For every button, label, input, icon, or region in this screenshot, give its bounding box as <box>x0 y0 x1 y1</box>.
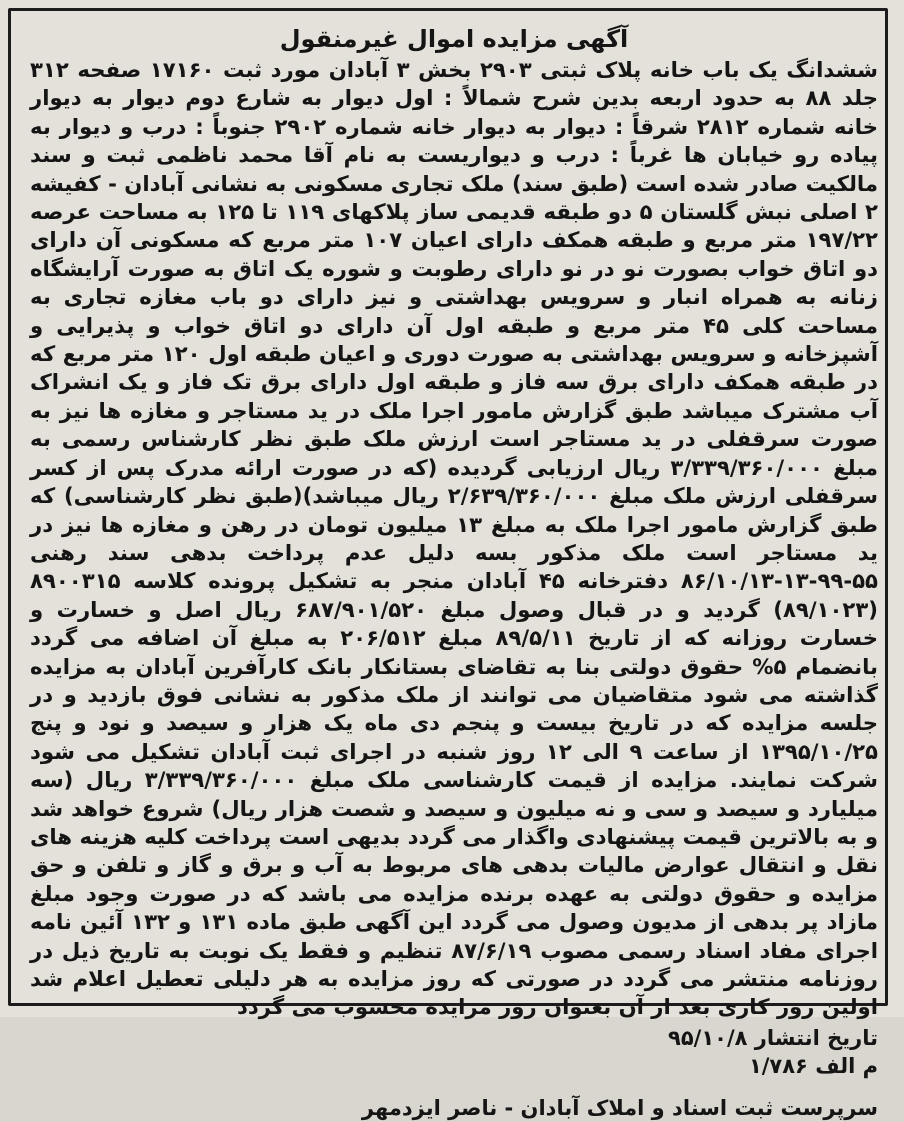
notice-signature: سرپرست ثبت اسناد و املاک آبادان - ناصر ایزدمهر <box>361 1095 878 1120</box>
notice-title: آگهی مزایده اموال غیرمنقول <box>279 25 629 53</box>
notice-meta <box>30 1024 878 1080</box>
auction-notice <box>30 24 878 1122</box>
reference-number: م الف ۱/۷۸۶ <box>748 1053 878 1078</box>
notice-body: ششدانگ یک باب خانه پلاک ثبتی ۲۹۰۳ بخش ۳ آبادان مورد ثبت ۱۷۱۶۰ صفحه ۳۱۲ جلد ۸۸ به حدود اربعه بدین شرح شمالاً : اول دیوار به شارع دوم دیوار به دیوار خانه شماره ۲۸۱۲ شرقاً : دیوار به دیوار خانه شماره ۲۹۰۲ جنوباً : درب و دیوار به پیاده رو خیابان ها غرباً : درب و دیواریست به نام آقا محمد ناظمی ثبت و سند مالکیت صادر شده است (طبق سند) ملک تجاری مسکونی به نشانی آبادان - کفیشه ۲ اصلی نبش گلستان ۵ دو طبقه قدیمی ساز پلاکهای ۱۱۹ تا ۱۲۵ به مساحت عرصه ۱۹۷/۲۲ متر مربع و طبقه همکف دارای اعیان ۱۰۷ متر مربع که مسکونی آن دارای دو اتاق خواب بصورت نو در نو دارای رطوبت و شوره یک اتاق به صورت آرایشگاه زنانه به همراه انبار و سرویس بهداشتی و نیز دارای دو باب مغازه تجاری به مساحت کلی ۴۵ متر مربع و طبقه اول آن دارای دو اتاق خواب و پذیرایی و آشپزخانه و سرویس بهداشتی به صورت دوری و اعیان طبقه اول ۱۲۰ متر مربع که در طبقه همکف دارای برق سه فاز و طبقه اول دارای برق تک فاز و یک انشراک آب مشترک میباشد طبق گزارش مامور اجرا ملک در ید مستاجر و مغازه ها نیز به صورت سرقفلی در ید مستاجر است ارزش ملک طبق نظر کارشناس رسمی به مبلغ ۳/۳۳۹/۳۶۰/۰۰۰ ریال ارزیابی گردیده (که در صورت ارائه مدرک پس از کسر سرقفلی ارزش ملک مبلغ ۲/۶۳۹/۳۶۰/۰۰۰ ریال میباشد)(طبق نظر کارشناسی) که طبق گزارش مامور اجرا ملک به مبلغ ۱۳ میلیون تومان در رهن و مغازه ها نیز در ید مستاجر است ملک مذکور بسه دلیل عدم پرداخت بدهی سند رهنی ۵۵-۹۹-۱۳-۸۶/۱۰/۱۳ دفترخانه ۴۵ آبادان منجر به تشکیل پرونده کلاسه ۸۹۰۰۳۱۵ (۸۹/۱۰۲۳) گردید و در قبال وصول مبلغ ۶۸۷/۹۰۱/۵۲۰ ریال اصل و خسارت و خسارت روزانه که از تاریخ ۸۹/۵/۱۱ مبلغ ۲۰۶/۵۱۲ به مبلغ آن اضافه می گردد بانضمام ۵% حقوق دولتی بنا به تقاضای بستانکار بانک کارآفرین آبادان به مزایده گذاشته می شود متقاضیان می توانند از ملک مذکور به نشانی فوق بازدید و در جلسه مزایده که در تاریخ بیست و پنجم دی ماه یک هزار و سیصد و نود و پنج ۱۳۹۵/۱۰/۲۵ از ساعت ۹ الی ۱۲ روز شنبه در اجرای ثبت آبادان تشکیل می شود شرکت نمایند. مزایده از قیمت کارشناسی ملک مبلغ ۳/۳۳۹/۳۶۰/۰۰۰ ریال (سه میلیارد و سیصد و سی و نه میلیون و سیصد و شصت هزار ریال) شروع خواهد شد و به بالاترین قیمت پیشنهادی واگذار می گردد بدیهی است پرداخت کلیه هزینه های نقل و انتقال عوارض مالیات بدهی های مربوط به آب و برق و گاز و تلفن و حق مزایده و حقوق دولتی به عهده برنده مزایده می باشد که در صورت وجود مبلغ مازاد پر بدهی از مدیون وصول می گردد این آگهی طبق ماده ۱۳۱ و ۱۳۲ آئین نامه اجرای مفاد اسناد رسمی مصوب ۸۷/۶/۱۹ تنظیم و فقط یک نوبت به تاریخ ذیل در روزنامه منتشر می گردد در صورتی که روز مزایده به هر دلیلی تعطیل اعلام شد اولین روز کاری بعد از آن بعنوان روز مزایده محسوب می گردد <box>30 57 879 1020</box>
publish-date: تاریخ انتشار ۹۵/۱۰/۸ <box>668 1025 878 1050</box>
